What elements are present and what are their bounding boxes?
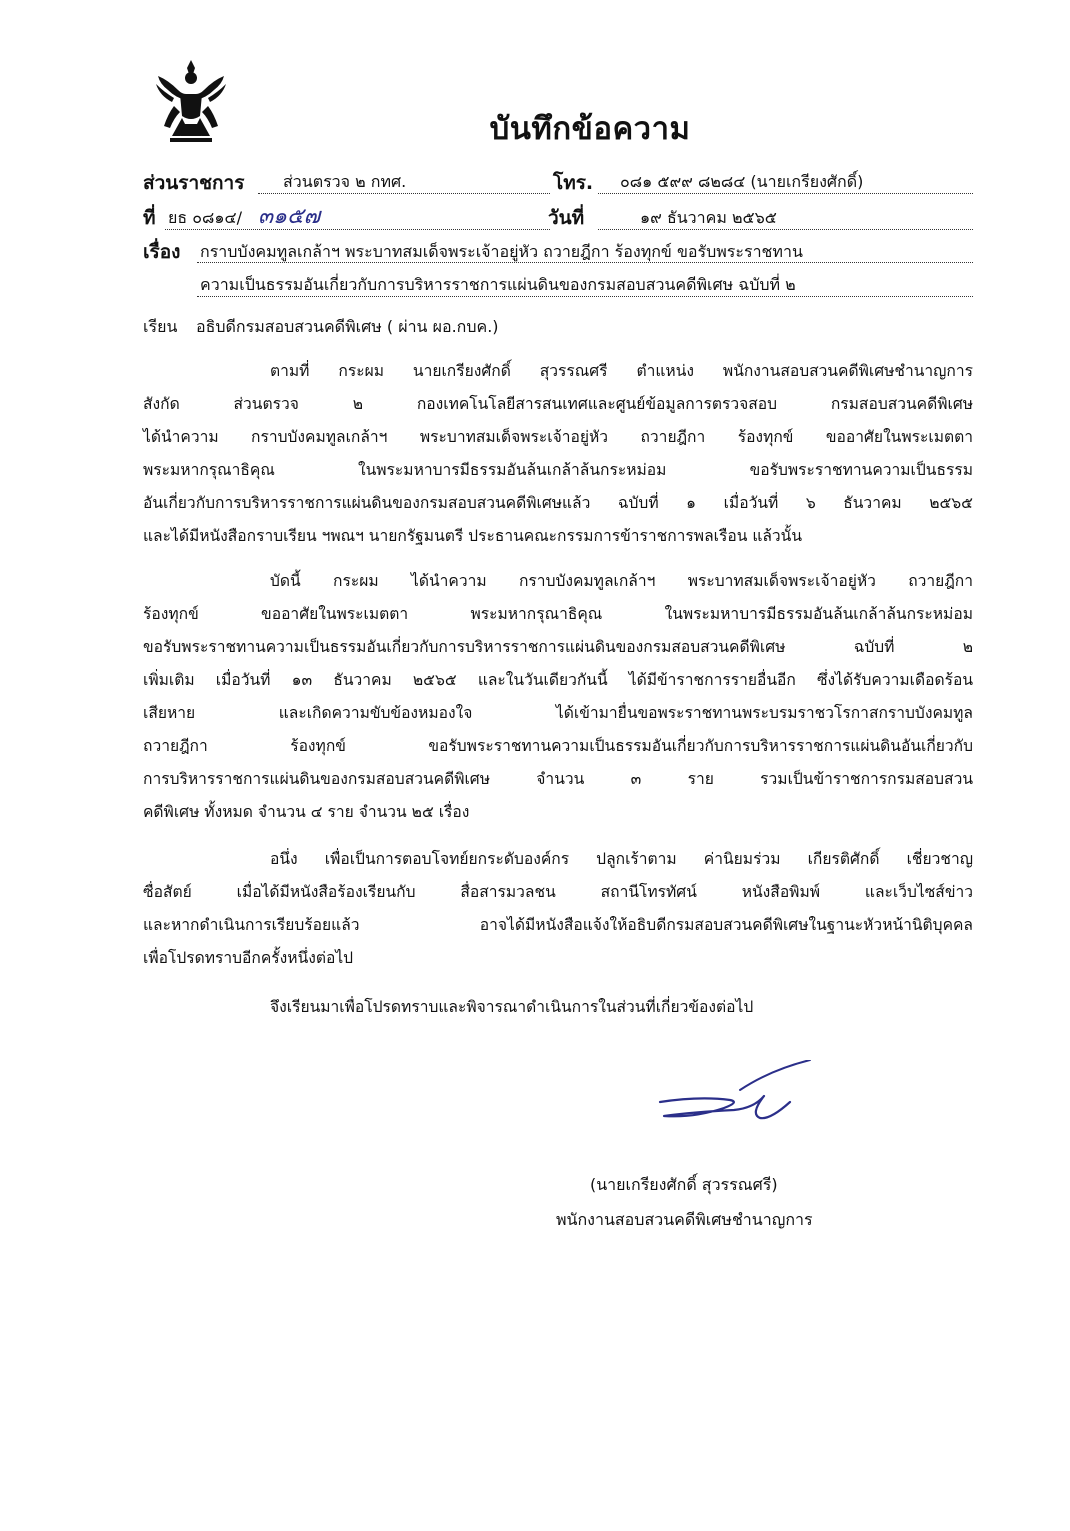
paragraph-line: พระมหากรุณาธิคุณ ในพระมหาบารมีธรรมอันล้นเกล้าล้นกระหม่อม ขอรับพระราชทานความเป็นธรรม <box>143 461 973 479</box>
subject-label: เรื่อง <box>143 241 181 263</box>
subject-line-1: กราบบังคมทูลเกล้าฯ พระบาทสมเด็จพระเจ้าอยู่หัว ถวายฎีกา ร้องทุกข์ ขอรับพระราชทาน <box>200 242 803 261</box>
ref-value: ยธ ๐๘๑๔/ <box>168 208 242 227</box>
date-dotline <box>598 229 973 230</box>
paragraph-line: สังกัด ส่วนตรวจ ๒ กองเทคโนโลยีสารสนเทศและศูนย์ข้อมูลการตรวจสอบ กรมสอบสวนคดีพิเศษ <box>143 395 973 413</box>
document-title: บันทึกข้อความ <box>489 111 691 147</box>
paragraph-line: คดีพิเศษ ทั้งหมด จำนวน ๔ ราย จำนวน ๒๕ เรื่อง <box>143 803 470 821</box>
signatory-name: (นายเกรียงศักดิ์ สุวรรณศรี) <box>590 1175 778 1194</box>
paragraph-line: เสียหาย และเกิดความขับข้องหมองใจ ได้เข้ามายื่นขอพระราชทานพระบรมราชวโรกาสกราบบังคมทูล <box>143 704 973 722</box>
body-paragraph-2 <box>143 565 973 829</box>
subject-dotline-2 <box>197 296 973 297</box>
ref-label: ที่ <box>143 207 156 229</box>
paragraph-line: การบริหารราชการแผ่นดินของกรมสอบสวนคดีพิเศษ จำนวน ๓ ราย รวมเป็นข้าราชการกรมสอบสวน <box>143 770 973 788</box>
ref-dotline <box>165 229 550 230</box>
phone-dotline <box>598 193 973 194</box>
agency-dotline <box>258 193 550 194</box>
paragraph-line: บัดนี้ กระผม ได้นำความ กราบบังคมทูลเกล้าฯ พระบาทสมเด็จพระเจ้าอยู่หัว ถวายฎีกา <box>270 572 973 590</box>
date-value: ๑๙ ธันวาคม ๒๕๖๕ <box>640 208 777 227</box>
phone-value: ๐๘๑ ๕๙๙ ๘๒๘๔ (นายเกรียงศักดิ์) <box>620 172 864 191</box>
phone-label: โทร. <box>553 172 594 194</box>
closing-text: จึงเรียนมาเพื่อโปรดทราบและพิจารณาดำเนินการในส่วนที่เกี่ยวข้องต่อไป <box>270 998 754 1016</box>
paragraph-line: เพื่อโปรดทราบอีกครั้งหนึ่งต่อไป <box>143 949 354 967</box>
paragraph-line: อนึ่ง เพื่อเป็นการตอบโจทย์ยกระดับองค์กร ปลูกเร้าตาม ค่านิยมร่วม เกียรติศักดิ์ เชี่ยวชาญ <box>270 850 973 868</box>
subject-dotline-1 <box>197 262 973 263</box>
paragraph-line: อันเกี่ยวกับการบริหารราชการแผ่นดินของกรมสอบสวนคดีพิเศษแล้ว ฉบับที่ ๑ เมื่อวันที่ ๖ ธันวาคม ๒๕๖๕ <box>143 494 973 512</box>
paragraph-line: และหากดำเนินการเรียบร้อยแล้ว อาจได้มีหนังสือแจ้งให้อธิบดีกรมสอบสวนคดีพิเศษในฐานะหัวหน้านิติบุคคล <box>143 916 973 934</box>
body-paragraph-1 <box>143 355 973 553</box>
paragraph-line: ร้องทุกข์ ขออาศัยในพระเมตตา พระมหากรุณาธิคุณ ในพระมหาบารมีธรรมอันล้นเกล้าล้นกระหม่อม <box>143 605 973 623</box>
paragraph-line: ถวายฎีกา ร้องทุกข์ ขอรับพระราชทานความเป็นธรรมอันเกี่ยวกับการบริหารราชการแผ่นดินอันเกี่ยวกับ <box>143 737 973 755</box>
agency-label: ส่วนราชการ <box>143 172 245 194</box>
paragraph-line: ได้นำความ กราบบังคมทูลเกล้าฯ พระบาทสมเด็จพระเจ้าอยู่หัว ถวายฎีกา ร้องทุกข์ ขออาศัยในพระเมตตา <box>143 428 973 446</box>
agency-value: ส่วนตรวจ ๒ กทศ. <box>283 172 407 191</box>
salutation-value: อธิบดีกรมสอบสวนคดีพิเศษ ( ผ่าน ผอ.กบค.) <box>196 317 499 336</box>
paragraph-line: และได้มีหนังสือกราบเรียน ฯพณฯ นายกรัฐมนตรี ประธานคณะกรรมการข้าราชการพลเรือน แล้วนั้น <box>143 527 802 545</box>
paragraph-line: เพิ่มเติม เมื่อวันที่ ๑๓ ธันวาคม ๒๕๖๕ และในวันเดียวกันนี้ ได้มีข้าราชการรายอื่นอีก ซึ่งได้รับความเดือดร้อน <box>143 671 973 689</box>
paragraph-line: ขอรับพระราชทานความเป็นธรรมอันเกี่ยวกับการบริหารราชการแผ่นดินของกรมสอบสวนคดีพิเศษ ฉบับที่ ๒ <box>143 638 973 656</box>
ref-handwritten-number: ๓๑๕๗ <box>258 204 321 229</box>
body-paragraph-3 <box>143 843 973 975</box>
handwritten-signature <box>640 1060 820 1140</box>
paragraph-line: ซื่อสัตย์ เมื่อได้มีหนังสือร้องเรียนกับ สื่อสารมวลชน สถานีโทรทัศน์ หนังสือพิมพ์ และเว็บไซส์ข่าว <box>143 883 973 901</box>
signatory-position: พนักงานสอบสวนคดีพิเศษชำนาญการ <box>556 1210 813 1229</box>
salutation-label: เรียน <box>143 317 178 336</box>
paragraph-line: ตามที่ กระผม นายเกรียงศักดิ์ สุวรรณศรี ตำแหน่ง พนักงานสอบสวนคดีพิเศษชำนาญการ <box>270 362 973 380</box>
date-label: วันที่ <box>548 207 585 229</box>
subject-line-2: ความเป็นธรรมอันเกี่ยวกับการบริหารราชการแผ่นดินของกรมสอบสวนคดีพิเศษ ฉบับที่ ๒ <box>200 275 796 294</box>
